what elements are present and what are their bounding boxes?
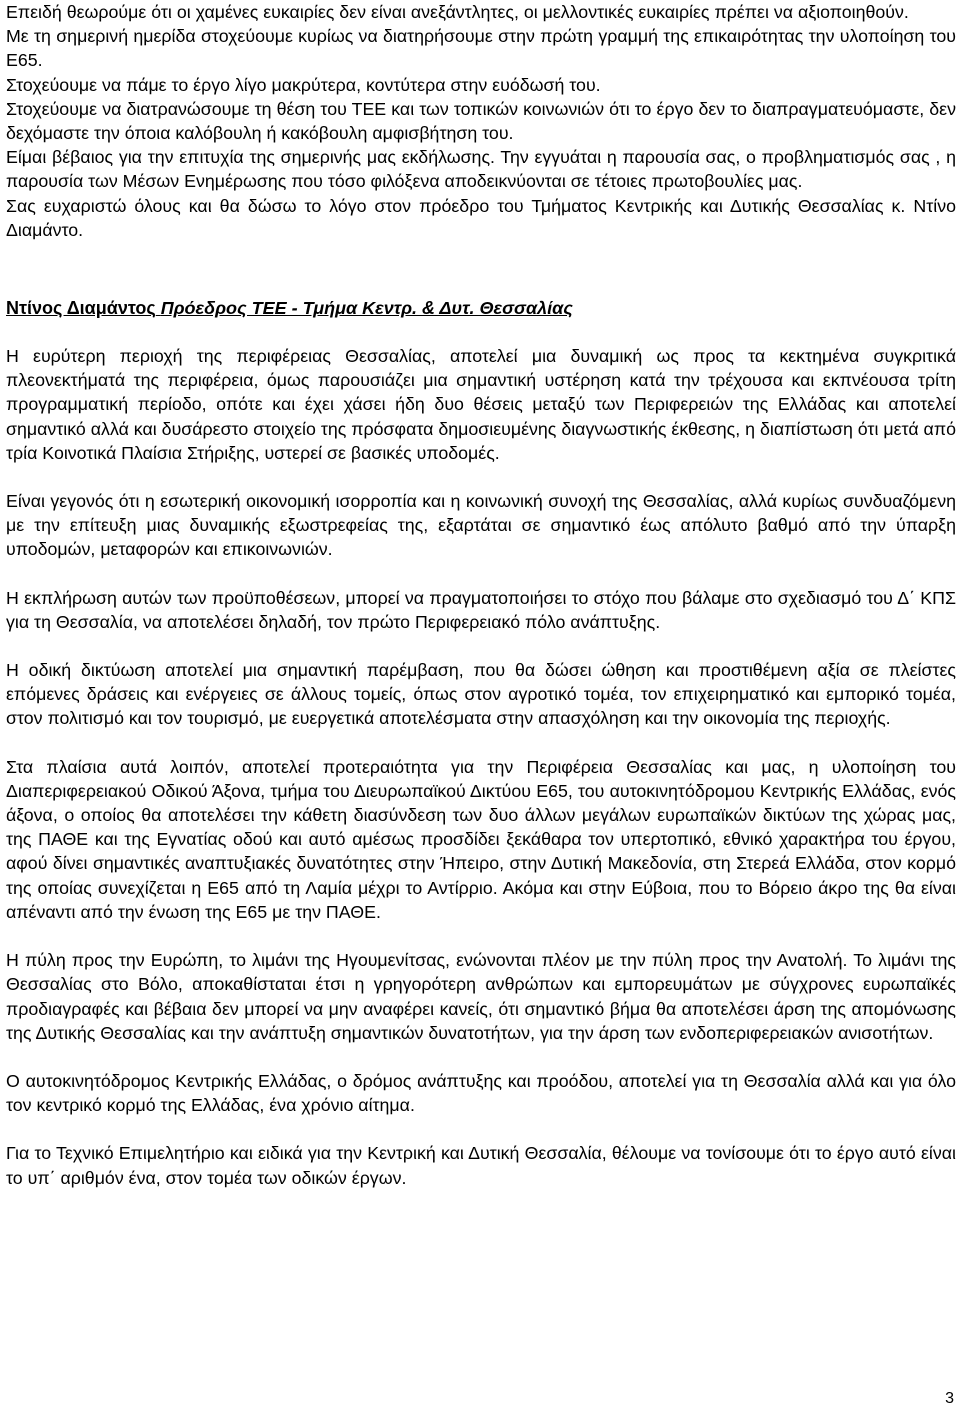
- speech-paragraph-2: Είναι γεγονός ότι η εσωτερική οικονομική ισορροπία και η κοινωνική συνοχή της Θεσσαλίας, αλλά κυρίως συνδυαζόμενη με την επίτευξη μιας δυναμικής εξωστρεφείας της, εξαρτάται σε σημαντικό έως απόλυτο βαθμό από την ύπαρξη υποδομών, μεταφορών και επικοινωνιών.: [6, 491, 956, 560]
- speech-paragraph-4: Η οδική δικτύωση αποτελεί μια σημαντική παρέμβαση, που θα δώσει ώθηση και προστιθέμενη αξία σε πλείστες επόμενες δράσεις και ενέργειες σε άλλους τομείς, όπως στον αγροτικό τομέα, τον επιχειρηματικό και εμπορικό τομέα, στον πολιτισμό και τον τουρισμό, με ευεργετικά αποτελέσματα στην απασχόληση και την οικονομία της περιοχής.: [6, 660, 956, 729]
- speech-paragraph-7: Ο αυτοκινητόδρομος Κεντρικής Ελλάδας, ο δρόμος ανάπτυξης και προόδου, αποτελεί για τη Θεσσαλία αλλά και για όλο τον κεντρικό κορμό της Ελλάδας, ένα χρόνιο αίτημα.: [6, 1070, 956, 1116]
- intro-paragraph-2: Με τη σημερινή ημερίδα στοχεύουμε κυρίως να διατηρήσουμε στην πρώτη γραμμή της επικαιρότητας την υλοποίηση του Ε65.: [6, 26, 956, 71]
- speech-paragraph-5: Στα πλαίσια αυτά λοιπόν, αποτελεί προτεραιότητα για την Περιφέρεια Θεσσαλίας και μας, η υλοποίηση του Διαπεριφερειακού Οδικού Άξονα, τμήμα του Διευρωπαϊκού Δικτύου Ε65, του αυτοκινητόδρομου Κεντρικής Ελλάδας, ενός άξονα, ο οποίος θα αποτελέσει την κάθετη διασύνδεση των δυο άλλων μεγάλων ευρωπαϊκών δικτύων της χώρας μας, της ΠΑΘΕ και της Εγνατίας οδού και αυτό αμέσως προσδίδει ξεκάθαρα τον υπερτοπικό, εθνικό χαρακτήρα του έργου, αφού δίνει σημαντικές αναπτυξιακές δυνατότητες στην Ήπειρο, στην Δυτική Μακεδονία, στη Στερεά Ελλάδα, στον κορμό της οποίας συνεχίζεται η Ε65 από τη Λαμία μέχρι το Αντίρριο. Ακόμα και στην Εύβοια, που το Βόρειο άκρο της θα είναι απέναντι από την ένωση της Ε65 με την ΠΑΘΕ.: [6, 756, 956, 922]
- spacer: [6, 320, 956, 344]
- speaker-role: Πρόεδρος ΤΕΕ - Τμήμα Κεντρ. & Δυτ. Θεσσαλίας: [160, 298, 573, 319]
- spacer: [6, 272, 956, 296]
- speech-section: [6, 344, 956, 1190]
- intro-paragraph-3: Στοχεύουμε να πάμε το έργο λίγο μακρύτερα, κοντύτερα στην ευόδωσή του.: [6, 74, 601, 95]
- speech-paragraph-6: Η πύλη προς την Ευρώπη, το λιμάνι της Ηγουμενίτσας, ενώνονται πλέον με την πύλη προς την Ανατολή. Το λιμάνι της Θεσσαλίας στο Βόλο, αποκαθίσταται έτσι η γρηγορότερη ανθρώπων και εμπορευμάτων με σύγχρονες ευρωπαϊκές προδιαγραφές και βέβαια δεν μπορεί να μην αναφέρει κανείς, ότι σημαντικό βήμα θα αποτελέσει άρση της απομόνωσης της Δυτικής Θεσσαλίας και την ανάπτυξη σημαντικών δυνατοτήτων, για την άρση των ενδοπεριφερειακών ανισοτήτων.: [6, 950, 956, 1043]
- speaker-heading: [6, 296, 956, 320]
- intro-paragraph-4: Στοχεύουμε να διατρανώσουμε τη θέση του ΤΕΕ και των τοπικών κοινωνιών ότι το έργο δεν το διαπραγματευόμαστε, δεν δεχόμαστε την όποια καλόβουλη ή κακόβουλη αμφισβήτηση του.: [6, 98, 956, 144]
- speaker-name: Ντίνος Διαμάντος: [6, 298, 156, 319]
- intro-paragraph-6: Σας ευχαριστώ όλους και θα δώσω το λόγο στον πρόεδρο του Τμήματος Κεντρικής και Δυτικής Θεσσαλίας κ. Ντίνο Διαμάντο.: [6, 195, 956, 240]
- page-number: 3: [945, 1390, 954, 1407]
- intro-section: [6, 0, 956, 242]
- speech-paragraph-3: Η εκπλήρωση αυτών των προϋποθέσεων, μπορεί να πραγματοποιήσει το στόχο που βάλαμε στο σχεδιασμό του Δ΄ ΚΠΣ για τη Θεσσαλία, να αποτελέσει δηλαδή, τον πρώτο Περιφερειακό πόλο ανάπτυξης.: [6, 587, 956, 632]
- speech-paragraph-8: Για το Τεχνικό Επιμελητήριο και ειδικά για την Κεντρική και Δυτική Θεσσαλία, θέλουμε να τονίσουμε ότι το έργο αυτό είναι το υπ΄ αριθμόν ένα, στον τομέα των οδικών έργων.: [6, 1143, 956, 1188]
- document-page: [6, 0, 956, 1190]
- intro-paragraph-5: Είμαι βέβαιος για την επιτυχία της σημερινής μας εκδήλωσης. Την εγγυάται η παρουσία σας, ο προβληματισμός σας , η παρουσία των Μέσων Ενημέρωσης που τόσο φιλόξενα αποδεικνύονται σε τέτοιες πρωτοβουλίες μας.: [6, 147, 956, 192]
- intro-paragraph-1: Επειδή θεωρούμε ότι οι χαμένες ευκαιρίες δεν είναι ανεξάντλητες, οι μελλοντικές ευκαιρίες πρέπει να αξιοποιηθούν.: [6, 2, 909, 22]
- speech-paragraph-1: Η ευρύτερη περιοχή της περιφέρειας Θεσσαλίας, αποτελεί μια δυναμική ως προς τα κεκτημένα συγκριτικά πλεονεκτήματά της περιφέρεια, όμως παρουσιάζει μια σημαντική υστέρηση κατά την τρέχουσα και εκπνέουσα τρίτη προγραμματική περίοδο, οπότε και έχει χάσει ήδη δυο θέσεις μεταξύ των Περιφερειών της Ελλάδας και αποτελεί σημαντικό αλλά και δυσάρεστο στοιχείο της πρόσφατα δημοσιευμένης διαγνωστικής έκθεσης, η διαπίστωση ότι μετά από τρία Κοινοτικά Πλαίσια Στήριξης, υστερεί σε βασικές υποδομές.: [6, 346, 956, 463]
- spacer: [6, 242, 956, 272]
